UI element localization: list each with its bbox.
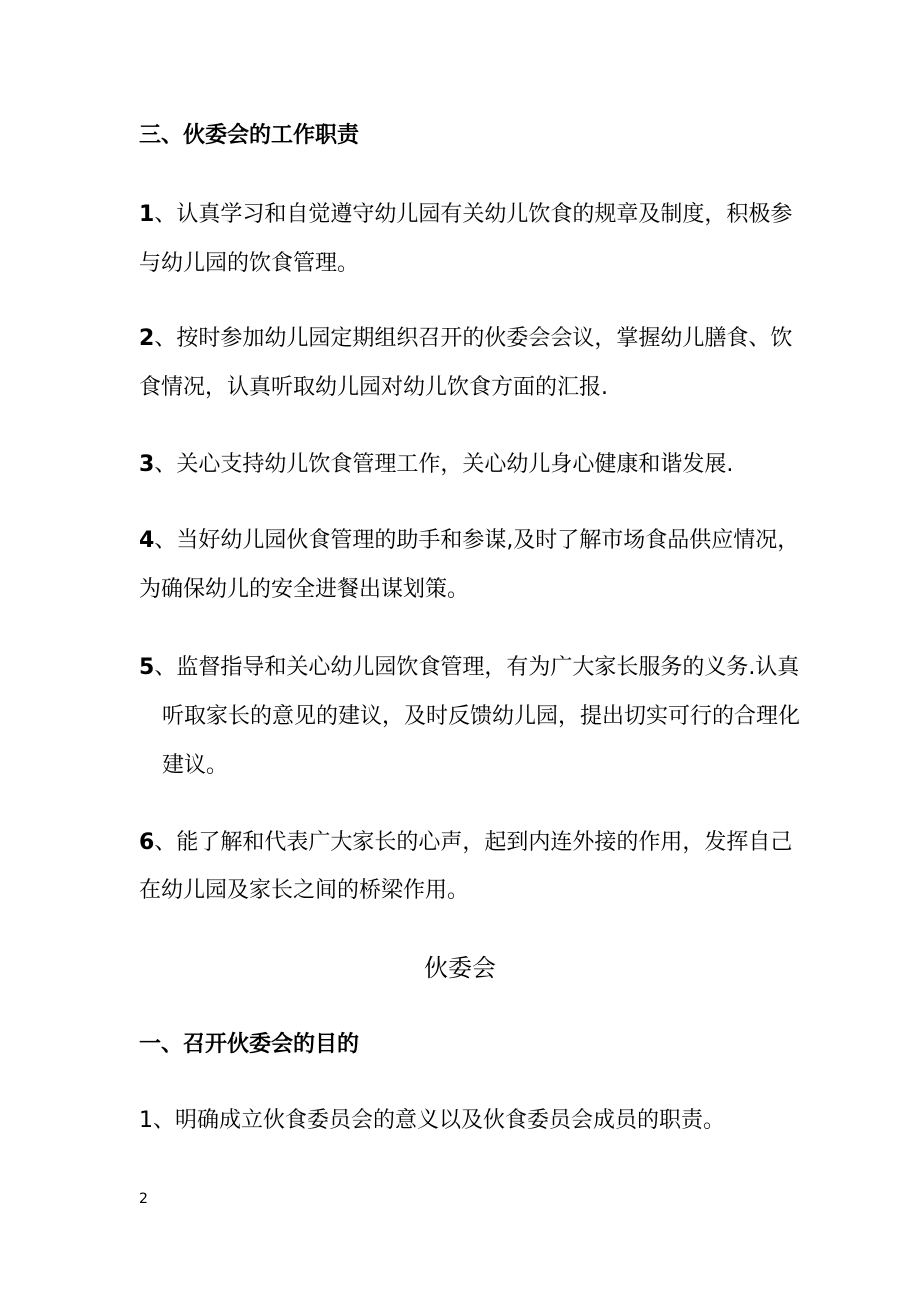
item-text: 、监督指导和关心幼儿园饮食管理，有为广大家长服务的义务.认真	[154, 655, 800, 680]
item-number: 6	[139, 830, 155, 855]
item-text: 、关心支持幼儿饮食管理工作，关心幼儿身心健康和谐发展.	[154, 452, 734, 477]
section3-item-1-line-1	[139, 200, 792, 230]
section3-item-2-line-2: 食情况，认真听取幼儿园对幼儿饮食方面的汇报.	[139, 375, 608, 400]
document-title: 伙委会	[424, 954, 496, 982]
section3-item-5-line-1	[139, 653, 799, 683]
section1-heading: 一、召开伙委会的目的	[139, 1032, 360, 1057]
item-text: 、认真学习和自觉遵守幼儿园有关幼儿饮食的规章及制度，积极参	[154, 202, 793, 227]
section1-item-1-line-1	[139, 1106, 725, 1136]
section3-item-2-line-1	[139, 324, 792, 354]
item-number: 3	[139, 452, 155, 477]
item-text: 、当好幼儿园伙食管理的助手和参谋,及时了解市场食品供应情况，	[154, 528, 800, 553]
item-number: 5	[139, 655, 155, 680]
item-number: 4	[139, 528, 155, 553]
item-number: 1	[139, 1108, 153, 1133]
item-text: 、按时参加幼儿园定期组织召开的伙委会会议，掌握幼儿膳食、饮	[154, 326, 793, 351]
section3-item-6-line-2: 在幼儿园及家长之间的桥梁作用。	[139, 878, 470, 903]
section3-item-4-line-2: 为确保幼儿的安全进餐出谋划策。	[139, 577, 470, 602]
section3-item-3-line-1	[139, 450, 733, 480]
page-number: 2	[139, 1191, 148, 1207]
item-number: 1	[139, 202, 155, 227]
item-text: 、明确成立伙食委员会的意义以及伙食委员会成员的职责。	[153, 1108, 726, 1133]
section3-item-5-line-3: 建议。	[162, 753, 229, 778]
section3-item-1-line-2: 与幼儿园的饮食管理。	[139, 251, 360, 276]
section3-item-4-line-1	[139, 526, 799, 556]
item-text: 、能了解和代表广大家长的心声，起到内连外接的作用，发挥自己	[154, 830, 793, 855]
section3-heading: 三、伙委会的工作职责	[139, 123, 360, 148]
section3-item-5-line-2: 听取家长的意见的建议，及时反馈幼儿园，提出切实可行的合理化	[162, 704, 801, 729]
section3-item-6-line-1	[139, 828, 792, 858]
item-number: 2	[139, 326, 155, 351]
